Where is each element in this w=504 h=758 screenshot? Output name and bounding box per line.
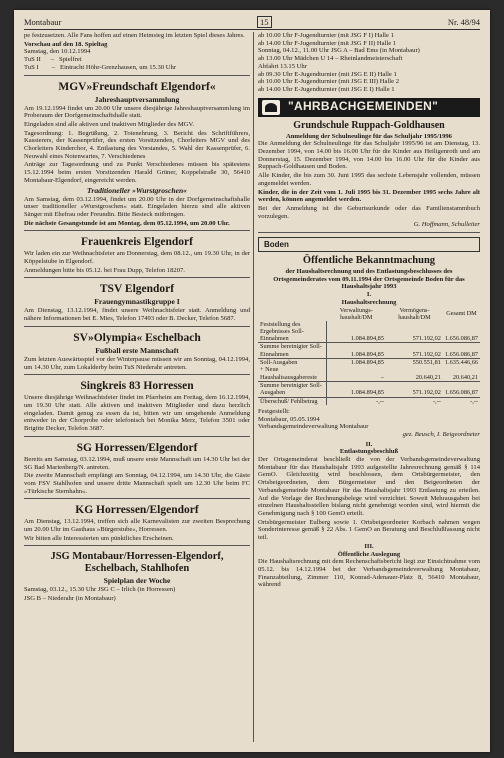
tournament-line: Sonntag, 04.12., 11.00 Uhr JSG A – Bad Ems (in Montabaur) <box>258 47 420 55</box>
row-label: Soll-Ausgaben <box>258 359 327 367</box>
jsg-subtitle: Spielplan der Woche <box>103 576 171 586</box>
sg-text: Die zweite Mannschaft empfängt am Sonntag, 04.12.1994, um 14.30 Uhr, die Gäste vom FSV Stahlhofen und unsere dritte Mannschaft spielt um 12.30 Uhr beim FC »Türkische Sternhahn«. <box>24 472 250 495</box>
row-label: Summe bereinigter Soll-Einnahmen <box>258 343 327 359</box>
intro-text: pe festzusetzen. Alle Fans hoffen auf einen Heimsieg im letzten Spiel dieses Jahres. <box>24 32 245 39</box>
notice-text: Der Ortsgemeinderat beschließt die von der Verbandsgemeindeverwaltung Montabaur für das Haushaltsjahr 1993 aufgestellte Jahresrechnung gemäß § 114 GemO. Gleichzeitig wird beschlossen, dem Ortsbürgermeister, den Ortsbeigeordneten, dem Bürgermeister und den Beigeordneten der Verbandsgemeinde Montabaur für das Haushaltsjahr 1993 Entlastung zu erteilen. Auf die Vorlage der Rechnungsbelege wird verzichtet. Soweit Mehrausgaben bei einzelnen Haushaltsstellen bislang nicht genehmigt worden sind, wird hiermit die Genehmigung nach § 100 GemO erteilt. <box>258 456 480 517</box>
boden-heading: Boden <box>258 237 480 252</box>
divider <box>24 75 250 76</box>
notice-text: Ortsbürgermeister Eulberg sowie 1. Ortsbeigeordneter Korbach nahmen wegen Sonderinteresse gemäß § 22 Abs. 1 GemO an Beratung und Beschlußfassung nicht teil. <box>258 518 480 542</box>
section-title: Öffentliche Auslegung <box>337 550 401 558</box>
issue-number: Nr. 48/94 <box>447 17 480 27</box>
sv-subtitle: Fußball erste Mannschaft <box>95 345 179 355</box>
divider <box>258 232 480 233</box>
cell: -,-- <box>327 397 386 405</box>
sg-text: Bereits am Samstag, 03.12.1994, muß unsere erste Mannschaft um 14.30 Uhr bei der SG Bad Marienberg/N. antreten. <box>24 455 250 471</box>
sport-row <box>24 64 250 72</box>
cell: 1.656.086,87 <box>444 335 478 343</box>
kg-text: Wir bitten alle Interessierten um pünktliches Erscheinen. <box>24 534 174 542</box>
column-divider <box>253 32 254 742</box>
divider <box>24 230 250 231</box>
approval-signature: gez. Beusch, I. Beigeordneter <box>402 430 480 438</box>
cell: 571.192,02 <box>386 381 443 397</box>
column-header: Verwaltungs-haushalt/DM <box>339 306 373 321</box>
cell: -,-- <box>386 397 443 405</box>
sv-title: SV»Olympia« Eschelbach <box>73 331 201 344</box>
approval-authority: Verbandsgemeindeverwaltung Montabaur <box>258 423 369 431</box>
section-banner <box>258 98 480 117</box>
school-text: Die Anmeldung der Schulneulinge für das Schuljahr 1995/96 ist am Dienstag, 13. Dezember 1994, von 14.00 bis 16.00 Uhr für die Kinder aus Heiligenroth und am Donnerstag, 15. Dezember 1994, von 14.00 bis 16.00 Uhr für die Kinder aus Ruppach-Goldhausen und Boden. <box>258 140 480 171</box>
page-number: 15 <box>257 16 272 28</box>
divider <box>24 374 250 375</box>
mgv-text: Eingeladen sind alle aktiven und inaktiven Mitglieder des MGV. <box>24 120 194 128</box>
mgv-text: Am Samstag, dem 03.12.1994, findet um 20.00 Uhr in der Dorfgemeinschaftshalle unser traditioneller »Wurstgroschen« statt. Eingeladen hierzu sind alle aktiven Sänger mit Ehefrau oder Freundin. Bitte Besteck mitbringen. <box>24 195 250 218</box>
cell: 1.084.894,85 <box>327 343 386 359</box>
frauenkreis-text: Anmeldungen bitte bis 05.12. bei Frau Dupp, Telefon 18207. <box>24 266 185 274</box>
tournament-line: ab 09.30 Uhr E-Jugendturnier (mit JSG E II) Halle 1 <box>258 70 397 78</box>
notice-subtitle: der Haushaltsrechnung und des Entlastungsbeschlusses des Ortsgemeinderates vom 09.11.1994 der Ortsgemeinde Boden für das Haushaltsjahr 1993 <box>273 268 465 291</box>
school-title: Grundschule Ruppach-Goldhausen <box>293 119 445 131</box>
separator: – <box>50 56 54 64</box>
singkreis-title: Singkreis 83 Horressen <box>80 380 194 393</box>
mgv-agenda: Tagesordnung: 1. Begrüßung, 2. Totenehrung, 3. Bericht des Schriftführers, Kassierers, der Kassenprüfer, des ersten Vorsitzenden, Chorleiters MGV und des Chorleiters Kinderchor, 4. Entlastung des Vorstandes, 5. Wahl der Kassenprüfer, 6. Neuwahl eines Notenwartes, 7. Verschiedenes <box>24 129 250 160</box>
jsg-text: Samstag, 03.12., 15.30 Uhr JSG C – Irlich (in Horressen) <box>24 586 176 594</box>
mgv-subtitle: Jahreshauptversammlung <box>94 94 180 104</box>
divider <box>24 326 250 327</box>
table-row <box>258 321 480 343</box>
row-label: Summe bereinigter Soll-Ausgaben <box>258 381 327 397</box>
mgv-text: Die nächste Gesangstunde ist am Montag, dem 05.12.1994, um 20.00 Uhr. <box>24 219 230 227</box>
cell: 1.656.086,87 <box>443 343 480 359</box>
table-header <box>258 307 480 321</box>
sport-preview-date: Samstag, den 10.12.1994 <box>24 48 91 56</box>
cell: 571.192,02 <box>386 343 443 359</box>
kg-title: KG Horressen/Elgendorf <box>75 504 199 517</box>
cell: 20.640,21 <box>452 373 478 381</box>
tournament-line: Abfahrt 13.15 Uhr <box>258 62 307 70</box>
notice-text: Die Haushaltsrechnung mit dem Rechenschaftsbericht liegt zur Einsichtnahme vom 05.12. bis 14.12.1994 bei der Verbandsgemeindeverwaltung Montabaur, Finanzabteilung, Zimmer 110, Konrad-Adenauer-Platz 8, 56410 Montabaur, während <box>258 558 480 589</box>
jsg-text: JSG B – Niederahr (in Montabaur) <box>24 595 116 603</box>
jsg-title: JSG Montabaur/Horressen-Elgendorf, Eschelbach, Stahlhofen <box>50 551 224 575</box>
divider <box>24 436 250 437</box>
mgv-text: Am 19.12.1994 findet um 20.00 Uhr unsere diesjährige Jahreshauptversammlung im Proberaum der Dorfgemeinschaftshalle statt. <box>24 104 250 120</box>
tournament-line: ab 13.00 Uhr Mädchen U 14 – Rheinlandmeisterschaft <box>258 55 403 63</box>
budget-table <box>258 307 480 405</box>
approval-date: Montabaur, 05.05.1994 <box>258 415 320 423</box>
cell: 1.084.894,85 <box>350 335 384 343</box>
mgv-title: MGV»Freundschaft Elgendorf« <box>58 80 216 93</box>
municipality-logo-icon <box>262 100 280 115</box>
table-row <box>258 381 480 397</box>
row-label: Überschuß/ Fehlbetrag <box>258 397 327 405</box>
tournament-line: ab 10.00 Uhr F-Jugendturnier (mit JSG F I) Halle 1 <box>258 32 394 39</box>
team-name: TuS I <box>24 63 39 71</box>
section-number: III. <box>364 542 374 550</box>
separator: – <box>51 63 56 71</box>
sport-row <box>24 56 250 64</box>
sg-title: SG Horressen/Elgendorf <box>76 441 198 454</box>
cell: 20.640,21 <box>415 373 441 381</box>
row-label: Feststellung des Ergebnisses Soll-Einnahmen <box>258 321 327 343</box>
team-name: TuS II <box>24 56 41 64</box>
row-label: + Neue Haushaltsausgabereste <box>258 366 327 381</box>
divider <box>24 498 250 499</box>
tournament-line: ab 14.00 Uhr E-Jugendturnier (mit JSG E I) Halle 1 <box>258 85 395 93</box>
school-text: Alle Kinder, die bis zum 30. Juni 1995 das sechste Lebensjahr vollenden, müssen angemeldet werden. <box>258 172 480 187</box>
sv-text: Zum letzten Auswärtsspiel vor der Winterpause müssen wir am Sonntag, 04.12.1994, um 14.30 Uhr, zum Lokalderby beim TuS Niederahr antreten. <box>24 355 250 371</box>
section-title: Entlastungsbeschluß <box>339 448 399 456</box>
school-text: Bei der Anmeldung ist die Geburtsurkunde oder das Familienstammbuch vorzulegen. <box>258 204 480 220</box>
running-header <box>24 16 480 28</box>
school-subtitle: Anmeldung der Schulneulinge für das Schuljahr 1995/1996 <box>286 132 452 140</box>
opponent: Eintracht Höhr-Grenzhausen, um 15.30 Uhr <box>60 63 177 71</box>
tournament-line: ab 14.00 Uhr F-Jugendturnier (mit JSG F II) Halle 1 <box>258 39 397 47</box>
cell: – <box>380 373 384 381</box>
table-row <box>258 397 480 405</box>
tsv-text: Am Dienstag, 13.12.1994, findet unsere Weihnachtsfeier statt. Anmeldung und nähere Informationen bei E. Mies, Telefon 17493 oder B. Decker, Telefon 5687. <box>24 307 250 323</box>
singkreis-text: Unsere diesjährige Weihnachtsfeier findet im Pfarrheim am Freitag, dem 16.12.1994, um 19.30 Uhr statt. Alle aktiven und inaktiven Mitglieder sind dazu herzlich eingeladen. Damit genug zu essen da ist, bitten wir um umgehende Anmeldung entweder in der Chorprobe oder telefonisch bei Monika Merz, Telefon 3501 oder Brigitte Decker, Telefon 3687. <box>24 394 250 433</box>
cell: 1.656.086,87 <box>443 381 480 397</box>
column-header: Gesamt DM <box>446 310 477 318</box>
frauenkreis-text: Wir laden ein zur Weihnachtsfeier am Donnerstag, dem 08.12., um 19.30 Uhr, in der Köppelstube in Elgendorf. <box>24 250 250 266</box>
divider <box>24 277 250 278</box>
tsv-subtitle: Frauengymnastikgruppe I <box>94 297 180 307</box>
opponent: Spielfrei <box>58 56 82 64</box>
table-row <box>258 366 480 381</box>
cell: 1.084.894,85 <box>327 381 386 397</box>
frauenkreis-title: Frauenkreis Elgendorf <box>81 236 193 249</box>
approval-label: Festgestellt: <box>258 407 290 415</box>
table-row <box>258 343 480 359</box>
left-column <box>24 32 250 604</box>
school-text: Kinder, die in der Zeit vom 1. Juli 1995 bis 31. Dezember 1995 sechs Jahre alt werden, können angemeldet werden. <box>258 188 480 204</box>
mgv-text: Anträge zur Tagesordnung und zu Punkt Verschiedenes müssen bis spätestens 15.12.1994 beim ersten Vorsitzenden Harald Grüner, Koppelstraße 30, 56410 Montabaur-Elgendorf, eingereicht werden. <box>24 161 250 184</box>
column-header: Vermögens-haushalt/DM <box>398 306 431 321</box>
section-number: I. <box>366 291 372 299</box>
school-signature: G. Hoffmann, Schulleiter <box>413 221 480 229</box>
cell: 550.551,81 <box>386 359 443 367</box>
notice-title: Öffentliche Bekanntmachung <box>302 255 436 267</box>
table-row <box>258 359 480 367</box>
tsv-title: TSV Elgendorf <box>99 283 175 296</box>
newspaper-page <box>14 10 490 752</box>
section-number: II. <box>365 440 373 448</box>
section-title: Haushaltsrechnung <box>341 298 397 306</box>
cell: -,-- <box>443 397 480 405</box>
cell: 1.635.446,66 <box>443 359 480 367</box>
right-column <box>258 32 480 590</box>
kg-text: Am Dienstag, 13.12.1994, treffen sich alle Karnevalisten zur zweiten Besprechung um 20.00 Uhr im Gasthaus »Bürgerstube«, Horressen. <box>24 518 250 534</box>
banner-title: "AHRBACHGEMEINDEN" <box>288 99 439 114</box>
sport-preview-title: Vorschau auf den 18. Spieltag <box>24 40 108 48</box>
mgv-subtitle-2: Traditioneller »Wurstgroschen« <box>87 185 187 195</box>
cell: 1.084.894,85 <box>327 359 386 367</box>
header-town: Montabaur <box>24 17 62 27</box>
divider <box>24 545 250 546</box>
cell: 571.192,02 <box>412 335 441 343</box>
tournament-line: ab 10.00 Uhr E-Jugendturnier (mit JSG E III) Halle 2 <box>258 78 399 86</box>
header-rule <box>24 29 480 30</box>
